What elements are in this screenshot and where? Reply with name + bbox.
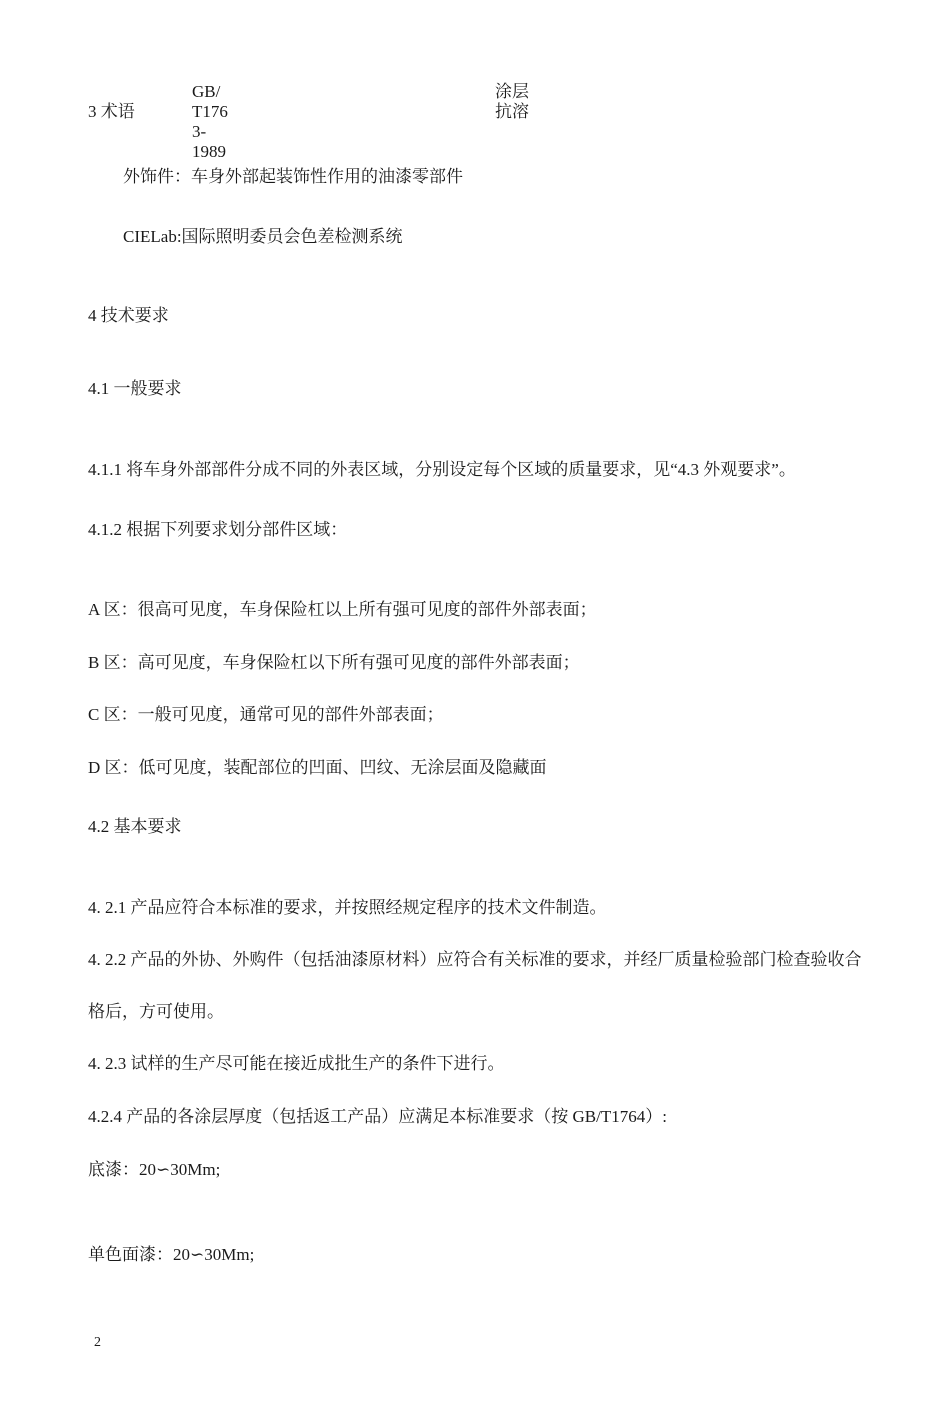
zone-a-description: A 区：很高可见度，车身保险杠以上所有强可见度的部件外部表面； [88,600,597,619]
section-4-heading: 4 技术要求 [88,306,169,325]
zone-c-description: C 区：一般可见度，通常可见的部件外部表面； [88,705,444,724]
primer-thickness: 底漆：20∽30Mm; [88,1160,221,1179]
page-number: 2 [94,1335,101,1350]
paragraph-4-2-2: 4. 2.2 产品的外协、外购件（包括油漆原材料）应符合有关标准的要求，并经厂质量检验部门检查验收合 [88,950,862,969]
zone-d-description: D 区：低可见度，装配部位的凹面、凹纹、无涂层面及隐藏面 [88,758,547,777]
paragraph-4-1-2: 4.1.2 根据下列要求划分部件区域： [88,520,348,539]
paragraph-4-2-1: 4. 2.1 产品应符合本标准的要求，并按照经规定程序的技术文件制造。 [88,898,607,917]
section-4-1-heading: 4.1 一般要求 [88,379,182,398]
section-3-heading: 3 术语 [88,102,135,121]
paragraph-4-1-1: 4.1.1 将车身外部部件分成不同的外表区域，分别设定每个区域的质量要求，见“4.3 外观要求”。 [88,460,796,479]
standard-reference-cell [192,82,242,162]
coating-resistance-line: 涂层 [495,82,529,101]
standard-reference-line: GB/ [192,82,221,101]
paragraph-4-2-2-continued: 格后，方可使用。 [88,1002,224,1021]
definition-exterior-part: 外饰件：车身外部起装饰性作用的油漆零部件 [123,167,463,186]
topcoat-thickness: 单色面漆：20∽30Mm; [88,1245,255,1264]
coating-resistance-cell [495,82,535,122]
standard-reference-line: 1989 [192,142,226,161]
definition-cielab: CIELab:国际照明委员会色差检测系统 [123,227,403,246]
paragraph-4-2-4: 4.2.4 产品的各涂层厚度（包括返工产品）应满足本标准要求（按 GB/T1764）: [88,1107,667,1126]
paragraph-4-2-3: 4. 2.3 试样的生产尽可能在接近成批生产的条件下进行。 [88,1054,505,1073]
coating-resistance-line: 抗溶 [495,102,529,121]
section-4-2-heading: 4.2 基本要求 [88,817,182,836]
zone-b-description: B 区：高可见度，车身保险杠以下所有强可见度的部件外部表面； [88,653,580,672]
standard-reference-line: T176 [192,102,228,121]
standard-reference-line: 3- [192,122,207,141]
